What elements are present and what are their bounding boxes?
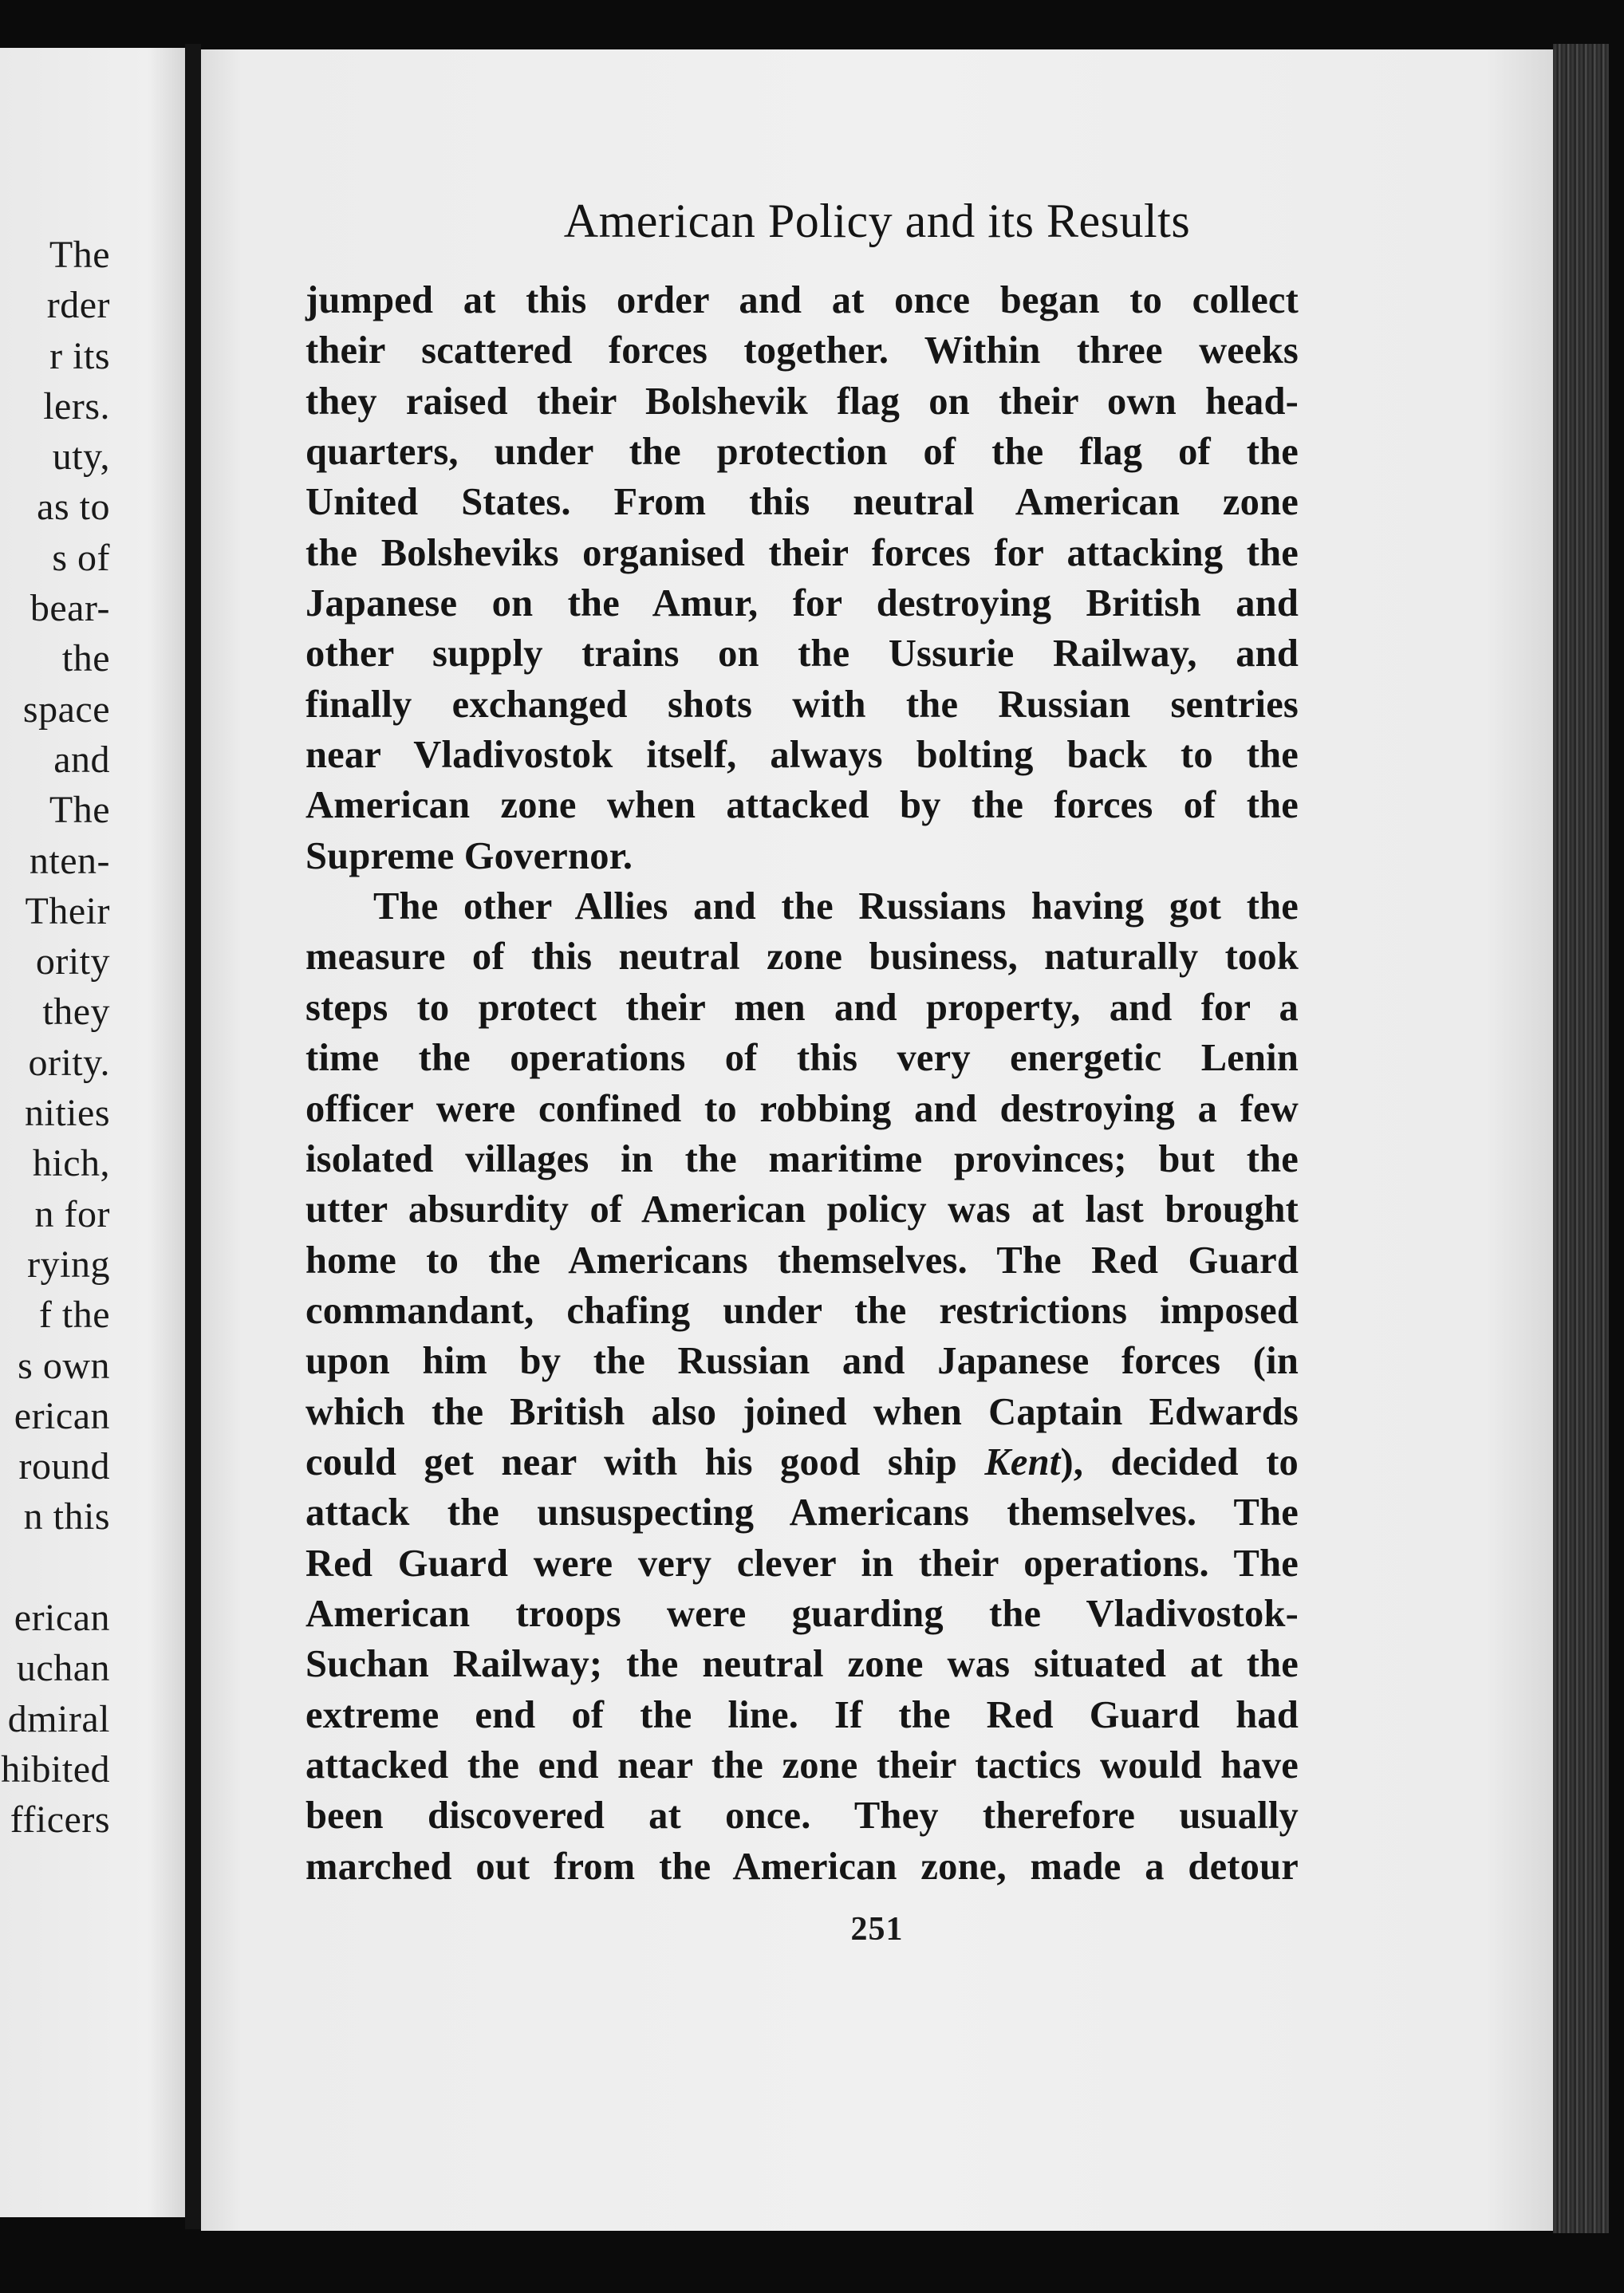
facing-page-line: fficers xyxy=(10,1799,110,1842)
text-line: isolated villages in the maritime provinces; but the xyxy=(305,1137,1299,1180)
text-line: quarters, under the protection of the flag of the xyxy=(305,431,1299,474)
text-line: The other Allies and the Russians having got the xyxy=(373,885,1299,928)
facing-page-line: n for xyxy=(34,1192,110,1235)
text-line: been discovered at once. They therefore usually xyxy=(305,1795,1299,1838)
text-line: could get near with his good ship Kent), decided to xyxy=(305,1440,1299,1483)
facing-page-line: erican xyxy=(14,1597,110,1640)
text-line: near Vladivostok itself, always bolting back to the xyxy=(305,734,1299,777)
facing-page-line: r its xyxy=(49,334,110,377)
text-line: jumped at this order and at once began to collect xyxy=(305,279,1299,321)
facing-page-line: rder xyxy=(46,284,110,327)
text-line: officer were confined to robbing and destroying a few xyxy=(305,1087,1299,1130)
facing-page-line: erican xyxy=(14,1394,110,1437)
text-line: other supply trains on the Ussurie Railway, and xyxy=(305,632,1299,676)
facing-page-line: nities xyxy=(25,1092,110,1135)
text-line: Japanese on the Amur, for destroying British and xyxy=(305,582,1299,625)
facing-page-line: uty, xyxy=(52,435,110,479)
ship-name: Kent xyxy=(984,1440,1061,1483)
facing-page-line: ority. xyxy=(28,1041,110,1084)
text-line: Red Guard were very clever in their operations. The xyxy=(305,1542,1299,1585)
facing-page-line: they xyxy=(42,991,110,1034)
facing-page-line: n this xyxy=(23,1495,110,1539)
facing-page-line: dmiral xyxy=(7,1697,110,1740)
facing-page-line: ority xyxy=(35,940,110,983)
facing-page-line: Their xyxy=(25,889,110,932)
facing-page-line: s own xyxy=(18,1344,110,1387)
facing-page-line: bear- xyxy=(30,587,110,630)
text-line: which the British also joined when Captain Edwards xyxy=(305,1390,1299,1433)
facing-page-line: as to xyxy=(37,486,110,529)
facing-page-line: The xyxy=(49,234,110,276)
page-number: 251 xyxy=(850,1911,904,1948)
text-line: marched out from the American zone, made a detour xyxy=(305,1845,1299,1888)
text-line: steps to protect their men and property, and for a xyxy=(305,986,1299,1029)
facing-page-line: hich, xyxy=(32,1142,110,1185)
facing-page-line: s of xyxy=(52,536,110,579)
text-line: time the operations of this very energetic Lenin xyxy=(305,1037,1299,1080)
facing-page-line: f the xyxy=(38,1294,110,1337)
facing-page-line: the xyxy=(61,637,110,680)
facing-page-line: hibited xyxy=(1,1747,110,1791)
text-line: their scattered forces together. Within three weeks xyxy=(305,329,1299,372)
running-head: American Policy and its Results xyxy=(563,195,1191,247)
facing-page-left xyxy=(0,48,185,2217)
text-line: attack the unsuspecting Americans themselves. The xyxy=(305,1491,1299,1535)
text-line: they raised their Bolshevik flag on their own head- xyxy=(305,380,1299,423)
facing-page-line: The xyxy=(49,789,110,832)
text-line: extreme end of the line. If the Red Guard had xyxy=(305,1693,1299,1736)
facing-page-line: and xyxy=(53,738,110,781)
facing-page-line: space xyxy=(22,688,110,731)
page-edges xyxy=(1553,44,1609,2233)
text-line: commandant, chafing under the restrictions imposed xyxy=(305,1289,1299,1332)
text-line: American zone when attacked by the forces of the xyxy=(305,784,1299,827)
facing-page-line: nten- xyxy=(29,839,110,882)
facing-page-line xyxy=(1,1542,110,1593)
text-line: attacked the end near the zone their tactics would have xyxy=(305,1743,1299,1787)
text-line: measure of this neutral zone business, naturally took xyxy=(305,936,1299,979)
facing-page-line: rying xyxy=(27,1243,110,1286)
facing-page-text-fragments xyxy=(1,230,110,1846)
facing-page-line: lers. xyxy=(43,384,110,427)
facing-page-line: round xyxy=(18,1445,110,1488)
text-line: utter absurdity of American policy was at last brought xyxy=(305,1188,1299,1231)
text-line: Supreme Governor. xyxy=(305,834,633,877)
facing-page-line: uchan xyxy=(16,1647,110,1690)
book-gutter xyxy=(185,44,201,2229)
text-line: American troops were guarding the Vladivostok- xyxy=(305,1592,1299,1635)
text-line: the Bolsheviks organised their forces for attacking the xyxy=(305,531,1299,574)
text-line: upon him by the Russian and Japanese forces (in xyxy=(305,1340,1299,1383)
text-line: United States. From this neutral American zone xyxy=(305,481,1299,524)
text-line: Suchan Railway; the neutral zone was situated at the xyxy=(305,1643,1299,1686)
text-line: finally exchanged shots with the Russian sentries xyxy=(305,683,1299,726)
text-line: home to the Americans themselves. The Red Guard xyxy=(305,1239,1299,1282)
page-body-text xyxy=(305,275,1299,1892)
